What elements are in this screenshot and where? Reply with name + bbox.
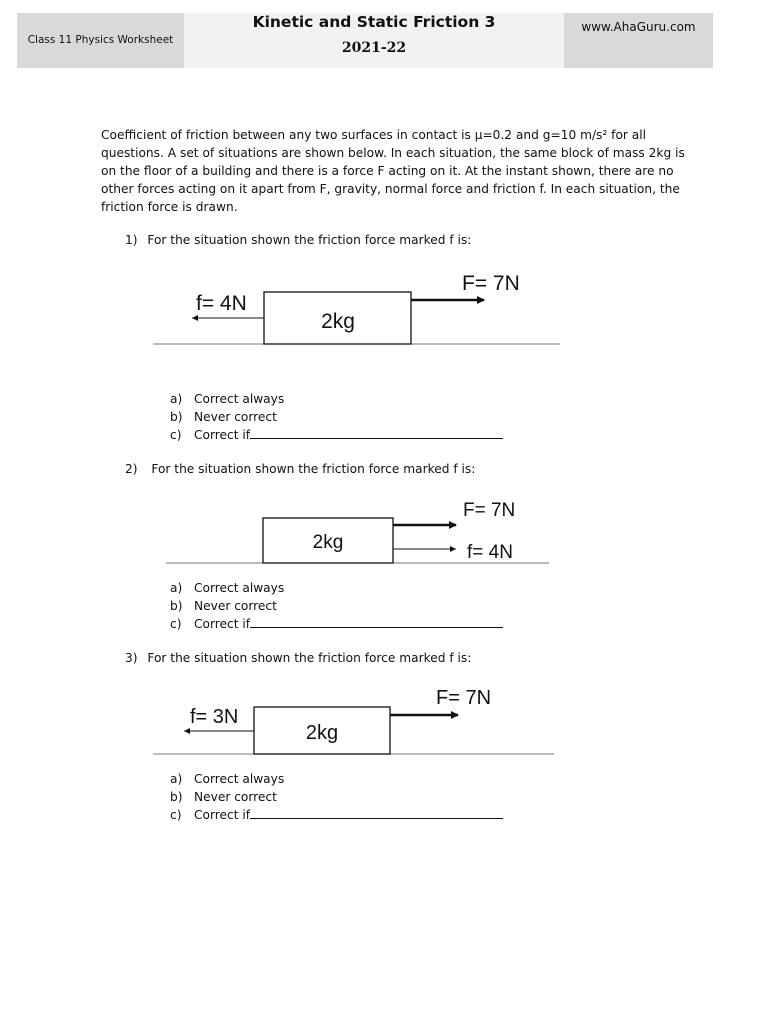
- option-text: Correct always: [194, 392, 285, 406]
- diagram-1: [153, 272, 560, 344]
- applied-force-label: F= 7N: [462, 272, 520, 295]
- option-text: Never correct: [194, 790, 277, 804]
- option-a[interactable]: [170, 770, 530, 788]
- option-b[interactable]: [170, 408, 530, 426]
- option-c[interactable]: [170, 615, 530, 633]
- option-text: Correct if: [194, 808, 251, 822]
- option-b[interactable]: [170, 788, 530, 806]
- block-label: 2kg: [305, 722, 339, 744]
- worksheet-title: Kinetic and Static Friction 3: [252, 13, 496, 31]
- academic-year: 2021-22: [341, 40, 407, 56]
- option-text: Correct always: [194, 581, 285, 595]
- applied-force-label: F= 7N: [463, 500, 516, 521]
- option-text: Never correct: [194, 599, 277, 613]
- question-text: For the situation shown the friction force marked f is:: [147, 651, 472, 665]
- friction-label: f= 4N: [196, 292, 247, 315]
- diagram-3: [153, 687, 554, 754]
- diagram-2: [166, 500, 549, 563]
- friction-label: f= 3N: [190, 706, 239, 728]
- option-c[interactable]: [170, 806, 530, 824]
- applied-force-label: F= 7N: [436, 687, 492, 709]
- question-2: [125, 462, 475, 476]
- friction-label: f= 4N: [467, 542, 513, 563]
- question-text: For the situation shown the friction force marked f is:: [147, 233, 472, 247]
- option-c[interactable]: [170, 426, 530, 444]
- option-letter: c): [170, 808, 182, 822]
- option-letter: a): [170, 581, 183, 595]
- option-a[interactable]: [170, 579, 530, 597]
- option-b[interactable]: [170, 597, 530, 615]
- intro-paragraph: Coefficient of friction between any two surfaces in contact is μ=0.2 and g=10 m/s² for all questions. A set of situations are shown below. In each situation, the same block of mass 2kg is on the floor of a building and there is a force F acting on it. At the instant shown, there are no other forces acting on it apart from F, gravity, normal force and friction f. In each situation, the friction force is drawn.: [101, 128, 685, 214]
- question-text: For the situation shown the friction force marked f is:: [151, 462, 476, 476]
- question-3: [125, 651, 471, 665]
- option-text: Correct if: [194, 617, 251, 631]
- option-letter: b): [170, 410, 183, 424]
- options-list-1: [170, 390, 530, 444]
- block-label: 2kg: [321, 310, 355, 333]
- option-letter: a): [170, 392, 183, 406]
- option-a[interactable]: [170, 390, 530, 408]
- website-label: www.AhaGuru.com: [564, 13, 713, 68]
- option-text: Correct if: [194, 428, 251, 442]
- question-number: 3): [125, 651, 138, 665]
- option-letter: b): [170, 599, 183, 613]
- option-letter: c): [170, 428, 182, 442]
- options-list-2: [170, 579, 530, 633]
- option-text: Correct always: [194, 772, 285, 786]
- option-letter: b): [170, 790, 183, 804]
- question-number: 2): [125, 462, 138, 476]
- option-letter: a): [170, 772, 183, 786]
- option-text: Never correct: [194, 410, 277, 424]
- answer-blank[interactable]: [250, 806, 503, 819]
- question-number: 1): [125, 233, 138, 247]
- answer-blank[interactable]: [250, 615, 503, 628]
- class-label: Class 11 Physics Worksheet: [17, 13, 184, 68]
- block-label: 2kg: [312, 532, 344, 553]
- option-letter: c): [170, 617, 182, 631]
- answer-blank[interactable]: [250, 426, 503, 439]
- options-list-3: [170, 770, 530, 824]
